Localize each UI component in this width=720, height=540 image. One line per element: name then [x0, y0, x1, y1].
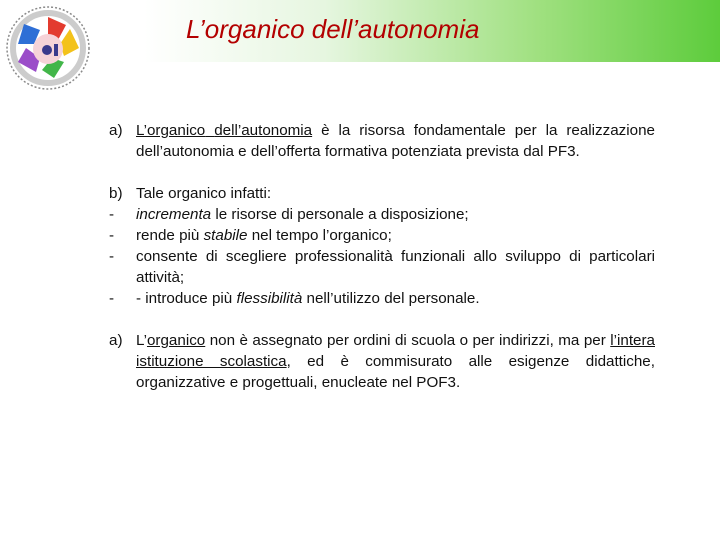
- item-text-rest: , ed è commisurato alle esigenze didattiche, organizzative e progettuali, enucleate nel POF3.: [136, 353, 655, 391]
- content-body: [109, 120, 655, 393]
- dash-marker: -: [109, 227, 115, 244]
- item-text: [136, 120, 655, 162]
- school-network-logo: [2, 2, 94, 94]
- dash-text-pre: - introduce più: [136, 290, 237, 307]
- dash-text-rest: nell’utilizzo del personale.: [302, 290, 480, 307]
- underlined-term: organico: [146, 332, 206, 349]
- dash-marker: -: [109, 206, 115, 223]
- dash-item: [109, 246, 655, 288]
- italic-term: flessibilità: [236, 290, 303, 307]
- item-text-mid: non è assegnato per ordini di scuola o per indirizzi, ma per: [205, 332, 611, 349]
- dash-item: [109, 204, 655, 225]
- item-marker: b): [109, 185, 123, 202]
- underlined-term: dell’autonomia: [214, 122, 313, 139]
- underlined-space: [205, 122, 214, 139]
- dash-text: [136, 288, 655, 309]
- dash-marker: -: [109, 248, 115, 265]
- item-text-rest: è la risorsa fondamentale per la realizzazione dell’autonomia e dell’offerta formativa potenziata prevista dal PF3.: [136, 122, 655, 160]
- logo-center-o: [42, 45, 52, 55]
- dash-text: consente di scegliere professionalità funzionali allo sviluppo di particolari attività;: [136, 248, 655, 286]
- page-title: L’organico dell’autonomia: [186, 14, 480, 44]
- italic-term: incrementa: [136, 206, 212, 223]
- item-text: [136, 330, 655, 393]
- item-a2: [109, 330, 655, 393]
- logo-center-n: [54, 44, 58, 56]
- underlined-term: L’organico: [136, 122, 206, 139]
- dash-text: [136, 225, 655, 246]
- item-text: Tale organico infatti:: [136, 185, 272, 202]
- dash-text-rest: nel tempo l’organico;: [247, 227, 392, 244]
- italic-term: stabile: [203, 227, 248, 244]
- dash-text: [136, 204, 655, 225]
- item-marker: a): [109, 332, 123, 349]
- item-b: [109, 183, 655, 204]
- dash-item: [109, 225, 655, 246]
- dash-text-pre: rende più: [136, 227, 204, 244]
- underlined-term: l’intera istituzione scolastica: [136, 332, 655, 370]
- dash-item: [109, 288, 655, 309]
- item-text-pre: L’: [136, 332, 147, 349]
- item-a1: [109, 120, 655, 162]
- dash-text-rest: le risorse di personale a disposizione;: [211, 206, 469, 223]
- dash-marker: -: [109, 290, 115, 307]
- item-marker: a): [109, 122, 123, 139]
